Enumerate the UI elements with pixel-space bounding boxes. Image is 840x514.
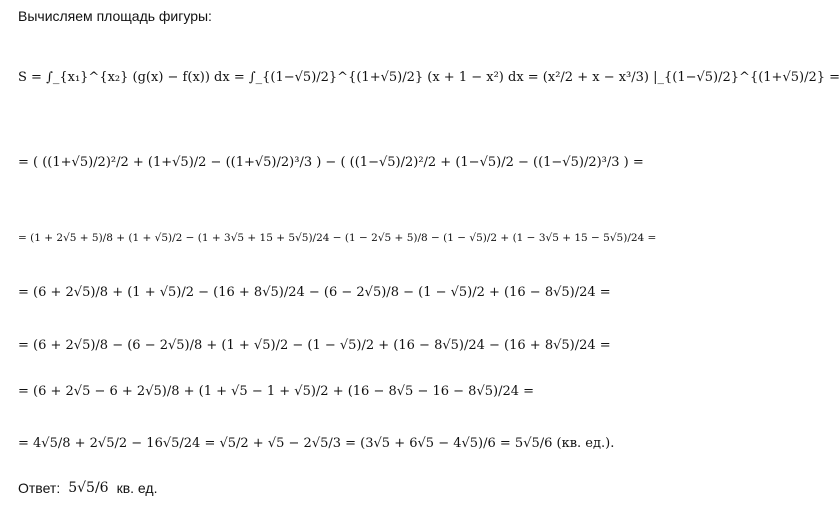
answer-label: Ответ: [18, 480, 61, 496]
equation-line-7: = 4√5/8 + 2√5/2 − 16√5/24 = √5/2 + √5 − 2√5/3 = (3√5 + 6√5 − 4√5)/6 = 5√5/6 (кв. ед.). [18, 436, 615, 451]
answer-value: 5√5/6 [68, 480, 109, 496]
heading-text: Вычисляем площадь фигуры: [18, 8, 212, 24]
equation-line-1: S = ∫_{x₁}^{x₂} (g(x) − f(x)) dx = ∫_{(1−√5)/2}^{(1+√5)/2} (x + 1 − x²) dx = (x²/2 + x − x³/3) |_{(1−√5)/2}^{(1+√5)/2} = [18, 70, 840, 85]
equation-line-6: = (6 + 2√5 − 6 + 2√5)/8 + (1 + √5 − 1 + √5)/2 + (16 − 8√5 − 16 − 8√5)/24 = [18, 384, 535, 399]
answer-block [18, 480, 157, 496]
equation-line-4: = (6 + 2√5)/8 + (1 + √5)/2 − (16 + 8√5)/24 − (6 − 2√5)/8 − (1 − √5)/2 + (16 − 8√5)/24 = [18, 285, 611, 300]
equation-line-3: = (1 + 2√5 + 5)/8 + (1 + √5)/2 − (1 + 3√5 + 15 + 5√5)/24 − (1 − 2√5 + 5)/8 − (1 − √5)/2 + (1 − 3√5 + 15 − 5√5)/24 = [18, 232, 657, 244]
answer-unit: кв. ед. [116, 480, 158, 496]
equation-line-2: = ( ((1+√5)/2)²/2 + (1+√5)/2 − ((1+√5)/2)³/3 ) − ( ((1−√5)/2)²/2 + (1−√5)/2 − ((1−√5)/2)³/3 ) = [18, 155, 644, 170]
equation-line-5: = (6 + 2√5)/8 − (6 − 2√5)/8 + (1 + √5)/2 − (1 − √5)/2 + (16 − 8√5)/24 − (16 + 8√5)/24 = [18, 338, 611, 353]
